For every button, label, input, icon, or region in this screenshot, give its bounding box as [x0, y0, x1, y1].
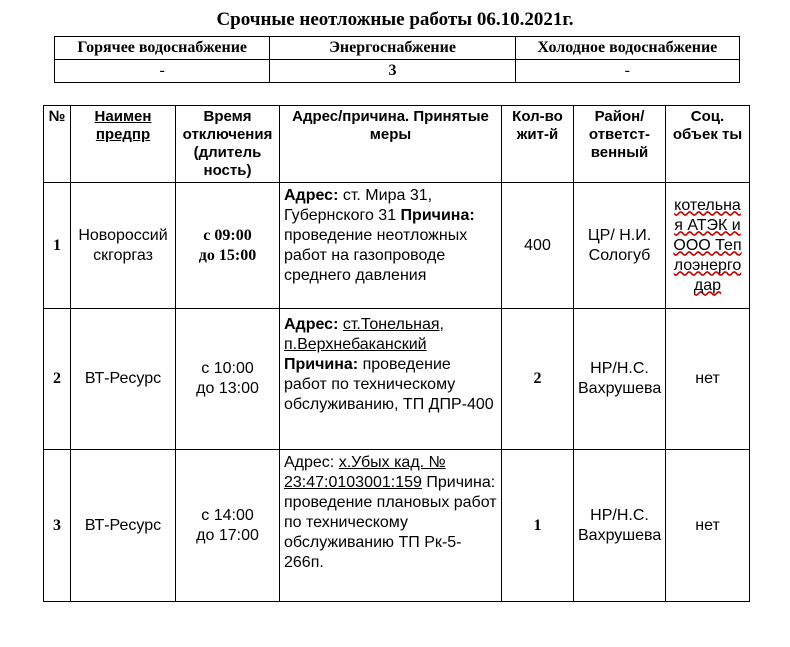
row-reason-value: проведение неотложных работ на газопроводе среднего давления	[284, 227, 468, 284]
header-time	[176, 106, 280, 183]
row-num: 1	[44, 183, 71, 309]
row-num: 2	[44, 309, 71, 450]
row-count: 2	[502, 309, 574, 450]
table-row	[44, 183, 750, 309]
works-header-row	[44, 106, 750, 183]
row-reason-label: Причина:	[426, 474, 496, 491]
row-address-value: ст.Тонельная, п.Верхнебаканский	[284, 316, 444, 353]
row-time	[176, 183, 280, 309]
row-organization: Новороссийскгоргаз	[71, 183, 176, 309]
row-time-from: с 09:00	[203, 226, 252, 244]
summary-header-power: Энергоснабжение	[270, 37, 515, 60]
urgent-works-table	[43, 105, 750, 602]
summary-header-hot-water: Горячее водоснабжение	[55, 37, 270, 60]
row-time-to: до 15:00	[198, 246, 257, 264]
header-count: Кол-во жит-й	[502, 106, 574, 183]
row-reason-value: проведение плановых работ по техническому обслуживанию ТП Рк-5-266п.	[284, 494, 497, 571]
row-reason-label: Причина:	[400, 207, 475, 224]
summary-value-row	[55, 60, 740, 83]
row-social: нет	[666, 450, 750, 602]
row-district: НР/Н.С. Вахрушева	[574, 450, 666, 602]
row-district: НР/Н.С. Вахрушева	[574, 309, 666, 450]
row-social: нет	[666, 309, 750, 450]
row-organization: ВТ-Ресурс	[71, 450, 176, 602]
row-address-label: Адрес:	[284, 187, 339, 204]
row-address	[280, 450, 502, 602]
row-time-to: до 17:00	[196, 526, 259, 544]
header-district: Район/ ответст-венный	[574, 106, 666, 183]
summary-value-power: 3	[270, 60, 515, 83]
header-address: Адрес/причина. Принятые меры	[280, 106, 502, 183]
row-count: 400	[502, 183, 574, 309]
row-address-label: Адрес:	[284, 454, 335, 471]
row-address-value: х.Убых кад. № 23:47:0103001:159	[284, 454, 446, 491]
summary-value-cold-water: -	[515, 60, 739, 83]
row-address	[280, 183, 502, 309]
row-district: ЦР/ Н.И. Сологуб	[574, 183, 666, 309]
row-reason-label: Причина:	[284, 356, 359, 373]
row-address-value: ст. Мира 31, Губернского 31	[284, 187, 433, 224]
header-time-text: Время отключения (длитель ность)	[182, 108, 273, 179]
row-address	[280, 309, 502, 450]
summary-value-hot-water: -	[55, 60, 270, 83]
document-title: Срочные неотложные работы 06.10.2021г.	[216, 9, 574, 30]
row-num: 3	[44, 450, 71, 602]
table-row	[44, 309, 750, 450]
row-social: котельная АТЭК и ООО Теплоэнергодар	[666, 183, 750, 309]
summary-header-cold-water: Холодное водоснабжение	[515, 37, 739, 60]
table-row	[44, 450, 750, 602]
utility-summary-table	[54, 36, 740, 83]
row-reason-value: проведение работ по техническому обслуживанию, ТП ДПР-400	[284, 356, 494, 413]
row-time-to: до 13:00	[196, 380, 259, 397]
header-social: Соц. объек ты	[666, 106, 750, 183]
row-count: 1	[502, 450, 574, 602]
row-time-from: с 14:00	[201, 506, 254, 524]
row-time	[176, 309, 280, 450]
row-time-from: с 10:00	[201, 360, 254, 377]
row-address-label: Адрес:	[284, 316, 339, 333]
row-time	[176, 450, 280, 602]
summary-header-row	[55, 37, 740, 60]
row-organization: ВТ-Ресурс	[71, 309, 176, 450]
header-organization: Наимен предпр	[71, 106, 176, 183]
header-num: №	[44, 106, 71, 183]
